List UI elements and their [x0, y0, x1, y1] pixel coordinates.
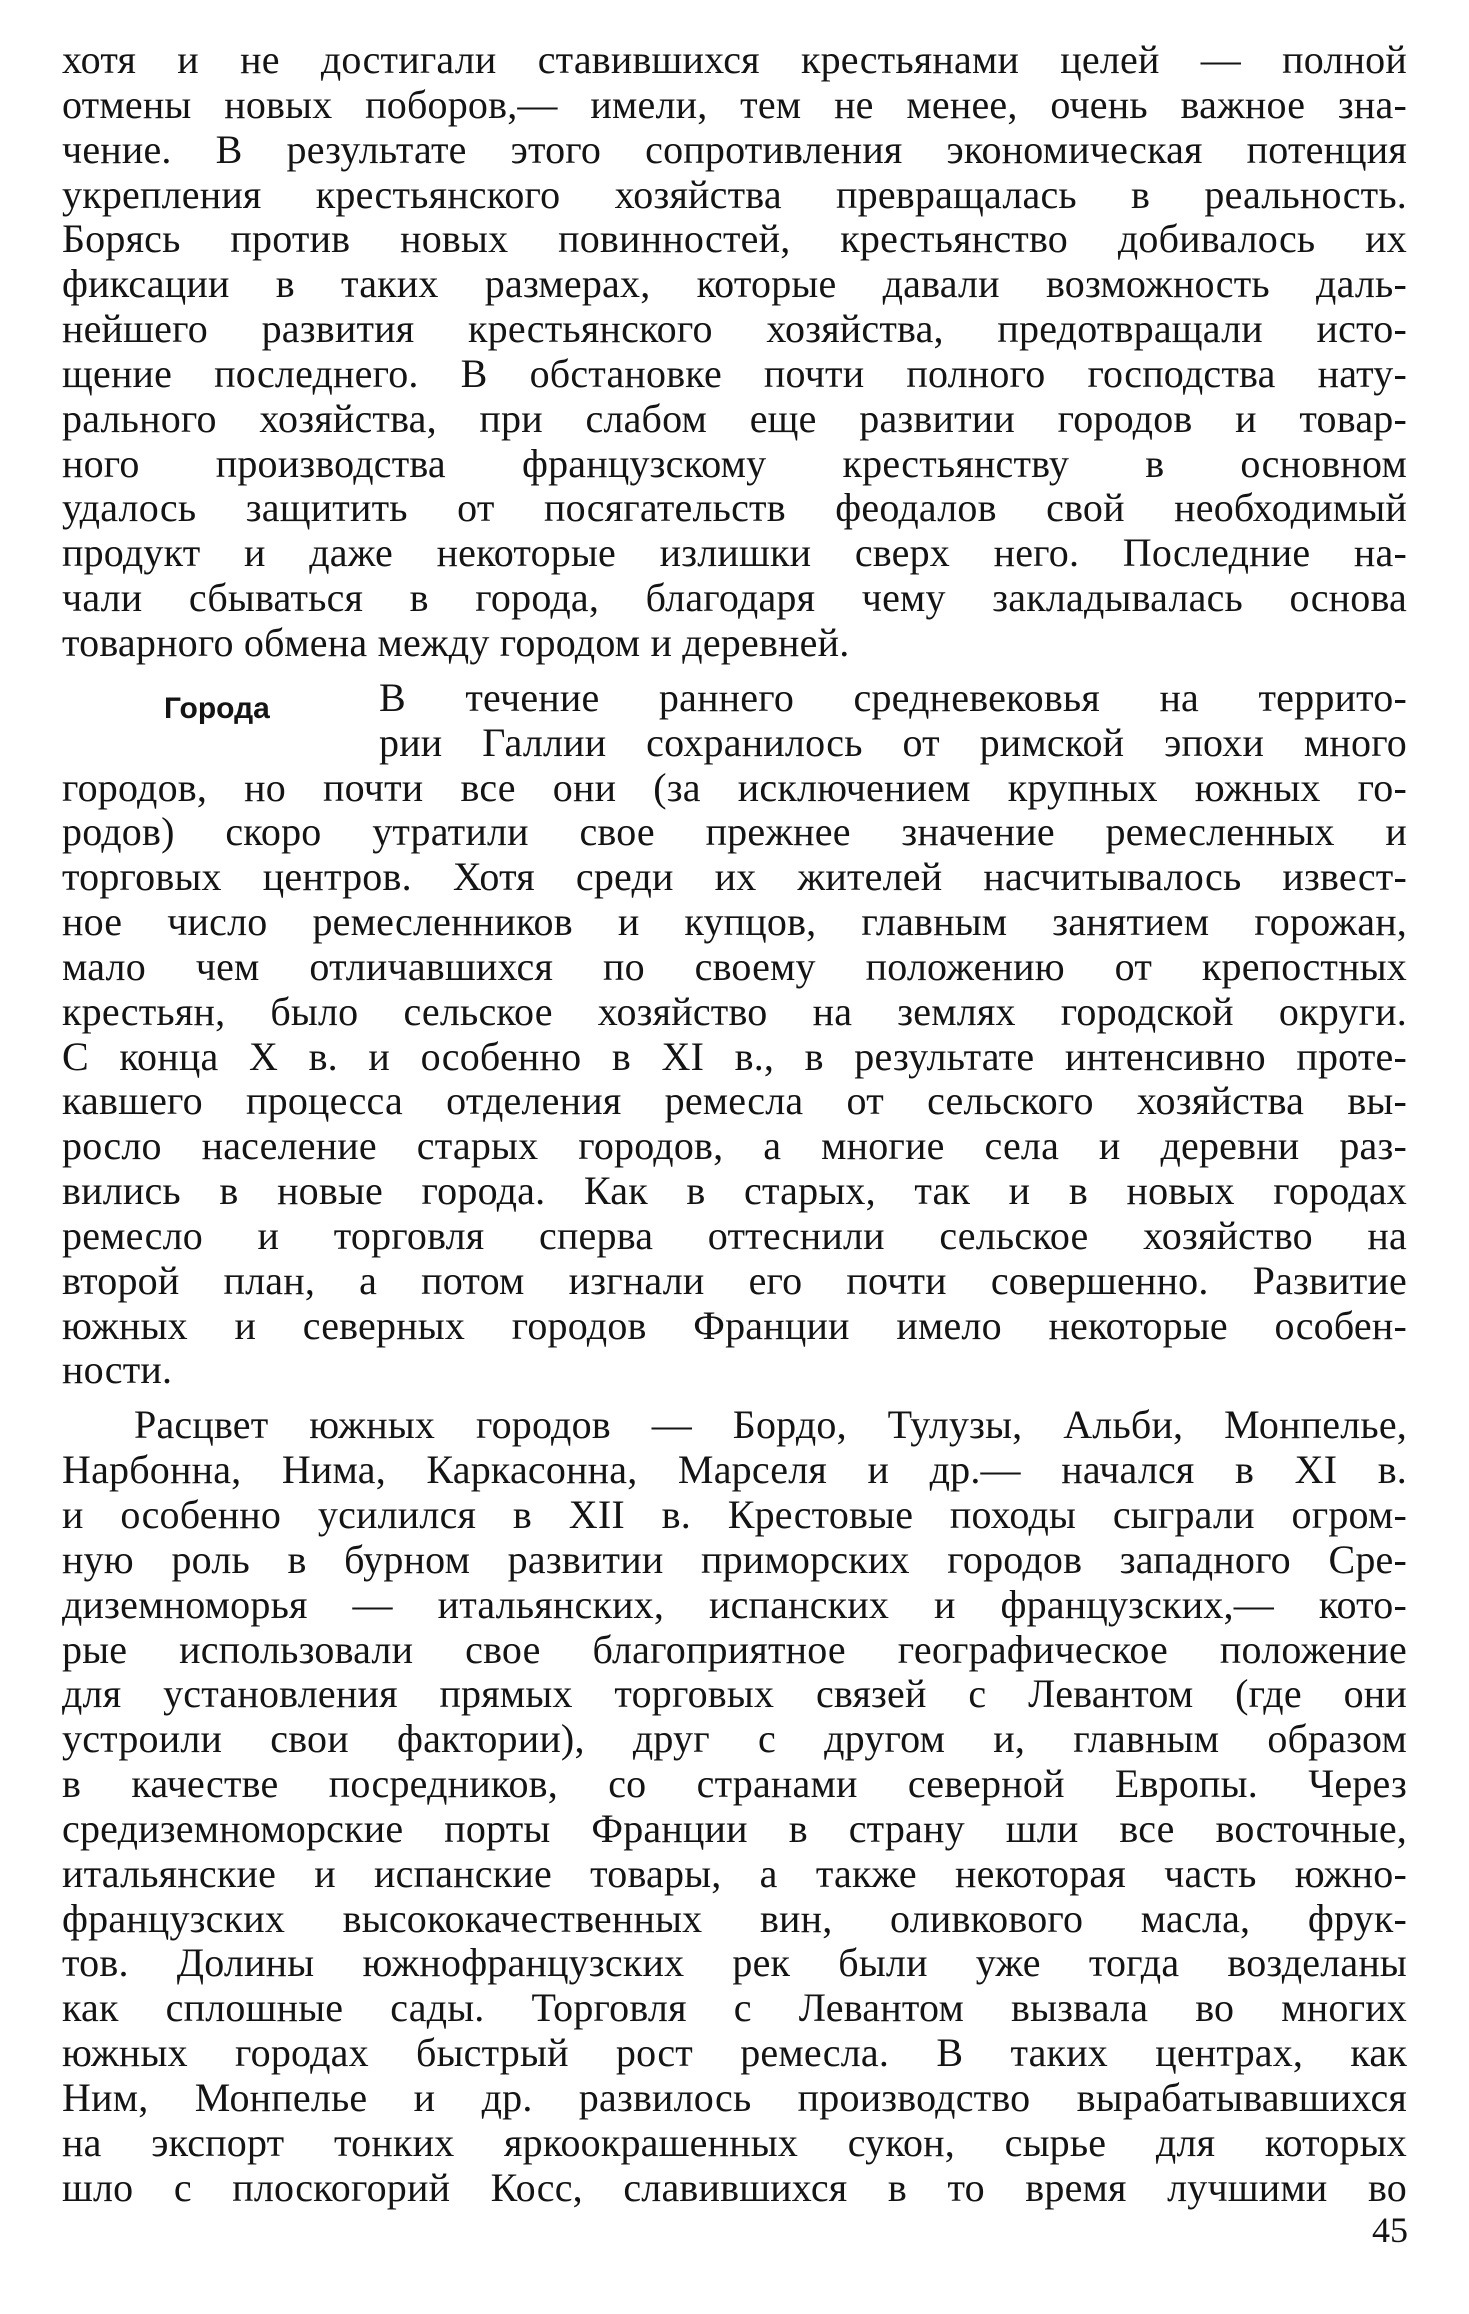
text-line: росло население старых городов, а многие села и деревни раз- [62, 1123, 1407, 1169]
text-line: рального хозяйства, при слабом еще развитии городов и товар- [62, 395, 1407, 441]
side-heading-goroda: Города [164, 692, 270, 725]
text-line: продукт и даже некоторые излишки сверх него. Последние на- [62, 530, 1407, 576]
text-line: нейшего развития крестьянского хозяйства, предотвращали исто- [62, 306, 1407, 352]
text-line: ную роль в бурном развитии приморских городов западного Сре- [62, 1536, 1407, 1582]
text-line: мало чем отличавшихся по своему положению от крепостных [62, 943, 1407, 989]
text-line: чали сбываться в города, благодаря чему закладывалась основа [62, 575, 1407, 621]
text-line: как сплошные сады. Торговля с Левантом вызвала во многих [62, 1985, 1407, 2031]
text-line: шло с плоскогорий Косс, славившихся в то время лучшими во [62, 2164, 1407, 2210]
paragraph-1 [62, 38, 1407, 666]
text-line: южных и северных городов Франции имело некоторые особен- [62, 1302, 1407, 1348]
text-line: С конца X в. и особенно в XI в., в результате интенсивно проте- [62, 1033, 1407, 1079]
text-line: кавшего процесса отделения ремесла от сельского хозяйства вы- [62, 1078, 1407, 1124]
text-line: устроили свои фактории), друг с другом и, главным образом [62, 1716, 1407, 1762]
text-line: вились в новые города. Как в старых, так и в новых городах [62, 1168, 1407, 1214]
text-line: крестьян, было сельское хозяйство на землях городской округи. [62, 988, 1407, 1034]
text-line: В течение раннего средневековья на террито- [379, 674, 1407, 720]
text-line: южных городах быстрый рост ремесла. В таких центрах, как [62, 2030, 1407, 2076]
text-line: укрепления крестьянского хозяйства превращалась в реальность. [62, 171, 1407, 217]
text-line: диземноморья — итальянских, испанских и французских,— кото- [62, 1581, 1407, 1627]
text-line: Ним, Монпелье и др. развилось производство вырабатывавшихся [62, 2074, 1407, 2120]
text-line: торговых центров. Хотя среди их жителей насчитывалось извест- [62, 854, 1407, 900]
page-number: 45 [1372, 2210, 1408, 2250]
text-line: удалось защитить от посягательств феодалов свой необходимый [62, 485, 1407, 531]
text-line: рии Галлии сохранилось от римской эпохи много [379, 719, 1407, 765]
text-line: родов) скоро утратили свое прежнее значение ремесленных и [62, 809, 1407, 855]
text-line: щение последнего. В обстановке почти полного господства нату- [62, 350, 1407, 396]
paragraph-2 [62, 676, 1407, 1394]
text-line: ное число ремесленников и купцов, главным занятием горожан, [62, 899, 1407, 945]
text-line: и особенно усилился в XII в. Крестовые походы сыграли огром- [62, 1492, 1407, 1537]
text-line: ного производства французскому крестьянству в основном [62, 440, 1407, 486]
text-line: фиксации в таких размерах, которые давали возможность даль- [62, 261, 1407, 307]
paragraph-3 [62, 1403, 1407, 2210]
text-line: Борясь против новых повинностей, крестьянство добивалось их [62, 216, 1407, 262]
text-line: тов. Долины южнофранцузских рек были уже тогда возделаны [62, 1940, 1407, 1986]
text-line: Нарбонна, Нима, Каркасонна, Марселя и др.— начался в XI в. [62, 1447, 1407, 1493]
text-line: второй план, а потом изгнали его почти совершенно. Развитие [62, 1257, 1407, 1303]
text-line: в качестве посредников, со странами северной Европы. Через [62, 1761, 1407, 1807]
text-line: Расцвет южных городов — Бордо, Тулузы, Альби, Монпелье, [134, 1402, 1407, 1448]
text-line: городов, но почти все они (за исключением крупных южных го- [62, 764, 1407, 810]
text-line: ремесло и торговля сперва оттеснили сельское хозяйство на [62, 1212, 1407, 1258]
text-line: хотя и не достигали ставившихся крестьянами целей — полной [62, 37, 1407, 82]
text-line: французских высококачественных вин, оливкового масла, фрук- [62, 1895, 1407, 1941]
text-line: рые использовали свое благоприятное географическое положение [62, 1626, 1407, 1672]
text-line: итальянские и испанские товары, а также некоторая часть южно- [62, 1850, 1407, 1896]
text-line: отмены новых поборов,— имели, тем не менее, очень важное зна- [62, 81, 1407, 127]
text-line: чение. В результате этого сопротивления экономическая потенция [62, 126, 1407, 172]
text-line: ности. [62, 1347, 173, 1393]
text-line: на экспорт тонких яркоокрашенных сукон, сырье для которых [62, 2119, 1407, 2165]
text-line: для установления прямых торговых связей с Левантом (где они [62, 1671, 1407, 1717]
text-line: средиземноморские порты Франции в страну шли все восточные, [62, 1805, 1407, 1851]
text-line: товарного обмена между городом и деревней. [62, 619, 850, 665]
page-text [62, 38, 1407, 2211]
